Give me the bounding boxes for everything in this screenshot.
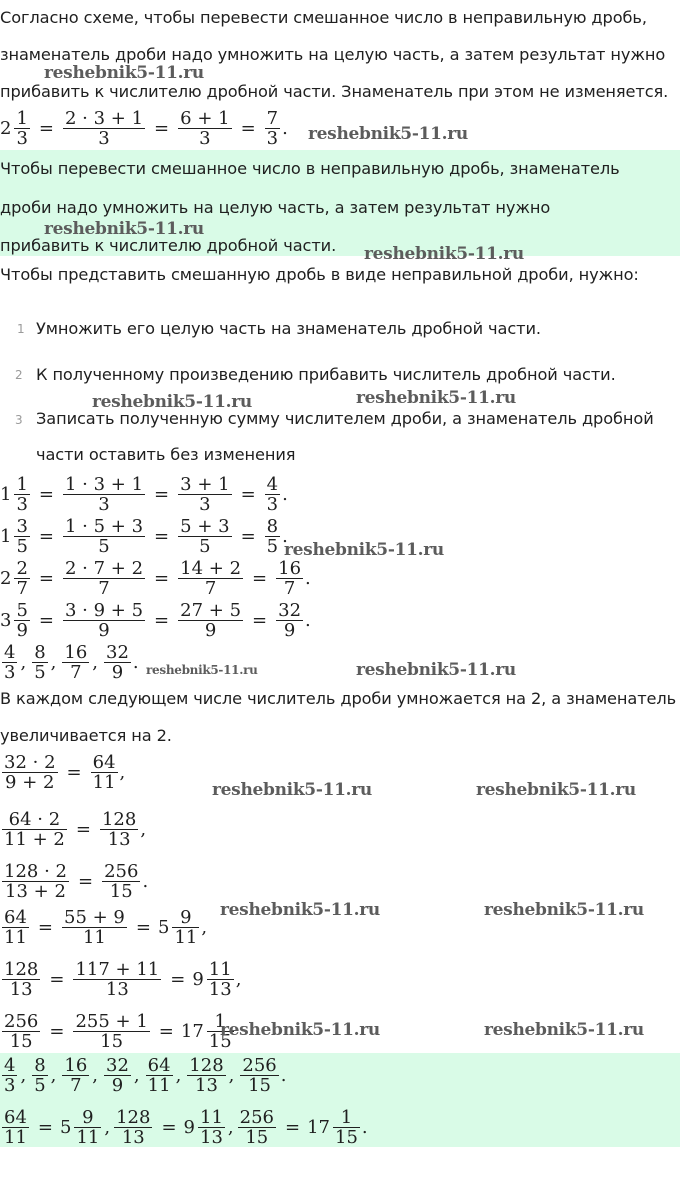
step-3-number: 3 xyxy=(15,413,23,427)
conversion-2: 1 3 5 = 1 · 5 + 3 5 = 5 + 3 5 = 8 5 . xyxy=(0,515,288,557)
to-mixed-2: 128 13 = 117 + 11 13 = 9 11 13 , xyxy=(4,958,242,1000)
highlight1-line1: Чтобы перевести смешанное число в неправильную дробь, знаменатель xyxy=(0,159,620,178)
watermark: reshebnik5-11.ru xyxy=(356,388,516,408)
answer-sequence: 4 3 , 8 5 , 16 7 , 32 9 , 64 11 , 128 13 , 256 15 . xyxy=(4,1054,287,1096)
highlight1-line3: прибавить к числителю дробной части. xyxy=(0,236,337,255)
answer-mixed: 64 11 = 5 9 11 , 128 13 = 9 11 13 , 256 15 = 17 1 15 . xyxy=(4,1106,368,1148)
watermark: reshebnik5-11.ru xyxy=(476,780,636,800)
watermark: reshebnik5-11.ru xyxy=(364,244,524,264)
next-term-2: 64 · 2 11 + 2 = 128 13 , xyxy=(4,808,147,850)
watermark: reshebnik5-11.ru xyxy=(284,540,444,560)
para1-line2: знаменатель дроби надо умножить на целую часть, а затем результат нужно xyxy=(0,45,666,64)
watermark: reshebnik5-11.ru xyxy=(146,663,258,677)
step-3-line2: части оставить без изменения xyxy=(36,445,296,464)
watermark: reshebnik5-11.ru xyxy=(484,900,644,920)
para1-line3: прибавить к числителю дробной части. Знаменатель при этом не изменяется. xyxy=(0,82,669,101)
watermark: reshebnik5-11.ru xyxy=(92,392,252,412)
para3-line1: В каждом следующем числе числитель дроби умножается на 2, а знаменатель xyxy=(0,689,677,708)
watermark: reshebnik5-11.ru xyxy=(212,780,372,800)
watermark: reshebnik5-11.ru xyxy=(484,1020,644,1040)
watermark: reshebnik5-11.ru xyxy=(308,124,468,144)
formula-mixed-to-improper: 2 1 3 = 2 · 3 + 1 3 = 6 + 1 3 = 7 3 . xyxy=(0,107,288,149)
to-mixed-3: 256 15 = 255 + 1 15 = 17 1 15 xyxy=(4,1010,232,1052)
conversion-4: 3 5 9 = 3 · 9 + 5 9 = 27 + 5 9 = 32 9 . xyxy=(0,599,311,641)
step-2-number: 2 xyxy=(15,368,23,382)
watermark: reshebnik5-11.ru xyxy=(220,900,380,920)
fraction-sequence-1: 4 3 , 8 5 , 16 7 , 32 9 . xyxy=(4,641,139,683)
highlight1-line2: дроби надо умножить на целую часть, а затем результат нужно xyxy=(0,198,551,217)
watermark: reshebnik5-11.ru xyxy=(356,660,516,680)
step-2-text: К полученному произведению прибавить числитель дробной части. xyxy=(36,365,616,384)
watermark: reshebnik5-11.ru xyxy=(44,63,204,83)
para1-line1: Согласно схеме, чтобы перевести смешанное число в неправильную дробь, xyxy=(0,8,647,27)
to-mixed-1: 64 11 = 55 + 9 11 = 5 9 11 , xyxy=(4,906,208,948)
next-term-1: 32 · 2 9 + 2 = 64 11 , xyxy=(4,751,126,793)
conversion-1: 1 1 3 = 1 · 3 + 1 3 = 3 + 1 3 = 4 3 . xyxy=(0,473,288,515)
conversion-3: 2 2 7 = 2 · 7 + 2 7 = 14 + 2 7 = 16 7 . xyxy=(0,557,311,599)
para3-line2: увеличивается на 2. xyxy=(0,726,172,745)
watermark: reshebnik5-11.ru xyxy=(44,219,204,239)
para2: Чтобы представить смешанную дробь в виде неправильной дроби, нужно: xyxy=(0,265,639,284)
watermark: reshebnik5-11.ru xyxy=(220,1020,380,1040)
next-term-3: 128 · 2 13 + 2 = 256 15 . xyxy=(4,860,149,902)
step-1-number: 1 xyxy=(17,322,25,336)
step-3-line1: Записать полученную сумму числителем дроби, а знаменатель дробной xyxy=(36,409,654,428)
step-1-text: Умножить его целую часть на знаменатель дробной части. xyxy=(36,319,541,338)
